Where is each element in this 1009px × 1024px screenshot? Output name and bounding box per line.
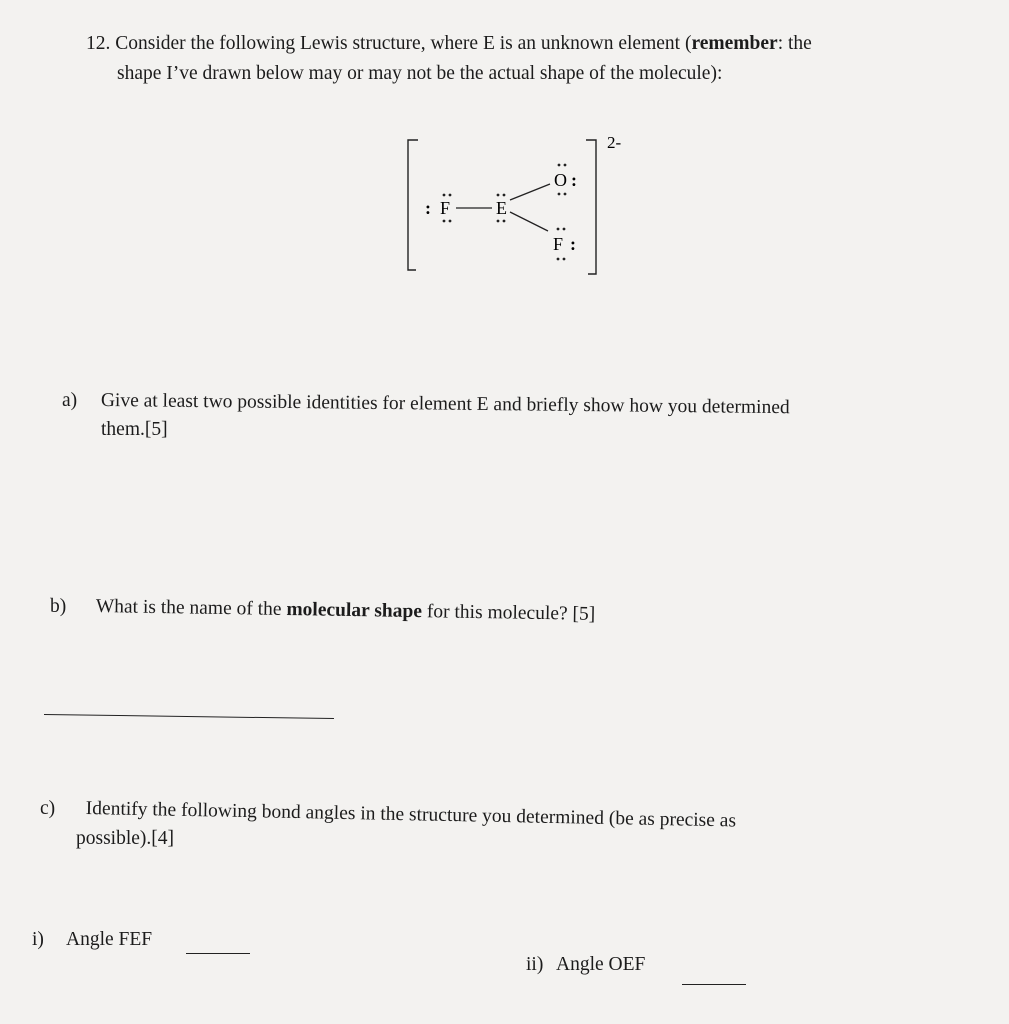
angle-fef-text: Angle FEF bbox=[66, 929, 153, 950]
part-b-text-end: for this molecule? [5] bbox=[421, 601, 596, 625]
part-a-line-2: them.[5] bbox=[101, 419, 168, 440]
part-b-label: b) bbox=[50, 596, 67, 617]
question-line-1 bbox=[86, 32, 812, 56]
bottom-f-top-dot-1 bbox=[557, 228, 560, 231]
bottom-fluorine: F bbox=[553, 234, 564, 254]
bottom-f-bottom-dot-2 bbox=[563, 258, 566, 261]
part-a-label: a) bbox=[62, 390, 78, 411]
e-top-dot-1 bbox=[497, 194, 500, 197]
left-bracket bbox=[408, 140, 418, 270]
angle-oef-label: ii) bbox=[526, 954, 544, 975]
question-line-1-text: Consider the following Lewis structure, where E is an unknown element ( bbox=[115, 33, 692, 54]
question-line-2: shape I’ve drawn below may or may not be the actual shape of the molecule): bbox=[117, 63, 723, 84]
part-c-line-1: Identify the following bond angles in the structure you determined (be as precise as bbox=[85, 797, 737, 832]
o-bottom-dot-2 bbox=[564, 193, 567, 196]
part-b-answer-line[interactable] bbox=[44, 714, 334, 719]
question-number: 12. bbox=[86, 33, 111, 54]
angle-oef-text: Angle OEF bbox=[556, 954, 646, 975]
left-f-bottom-dot-2 bbox=[449, 220, 452, 223]
left-f-top-dot-1 bbox=[443, 194, 446, 197]
left-f-top-dot-2 bbox=[449, 194, 452, 197]
e-bottom-dot-1 bbox=[497, 220, 500, 223]
central-atom: E bbox=[496, 198, 507, 218]
part-c-line-2: possible).[4] bbox=[76, 828, 175, 849]
bottom-f-bottom-dot-1 bbox=[557, 258, 560, 261]
lewis-structure-diagram bbox=[400, 128, 640, 283]
o-top-dot-1 bbox=[558, 164, 561, 167]
o-bottom-dot-1 bbox=[558, 193, 561, 196]
question-line-1-end: : the bbox=[777, 33, 812, 54]
part-c-label: c) bbox=[40, 798, 56, 819]
e-top-dot-2 bbox=[503, 194, 506, 197]
part-b-text: What is the name of the bbox=[95, 595, 287, 620]
part-b-question bbox=[96, 595, 596, 627]
e-bottom-dot-2 bbox=[503, 220, 506, 223]
angle-oef-answer-line[interactable] bbox=[682, 984, 746, 985]
right-bracket bbox=[586, 140, 596, 274]
bond-e-f bbox=[510, 212, 548, 231]
o-top-dot-2 bbox=[564, 164, 567, 167]
question-remember-emphasis: remember bbox=[691, 33, 778, 54]
left-fluorine: F bbox=[440, 198, 451, 218]
angle-fef-answer-line[interactable] bbox=[186, 953, 250, 954]
bond-e-o bbox=[510, 184, 550, 200]
left-f-lone-pair: : bbox=[425, 198, 431, 218]
oxygen-atom: O bbox=[554, 170, 567, 190]
bottom-f-right-lone-pair: : bbox=[570, 234, 576, 254]
part-a-line-1: Give at least two possible identities for element E and briefly show how you determined bbox=[100, 389, 790, 419]
bottom-f-top-dot-2 bbox=[563, 228, 566, 231]
part-b-emphasis: molecular shape bbox=[286, 598, 423, 623]
angle-fef-label: i) bbox=[32, 929, 44, 950]
oxygen-right-lone-pair: : bbox=[571, 170, 577, 190]
charge-label: 2- bbox=[607, 133, 622, 152]
left-f-bottom-dot-1 bbox=[443, 220, 446, 223]
